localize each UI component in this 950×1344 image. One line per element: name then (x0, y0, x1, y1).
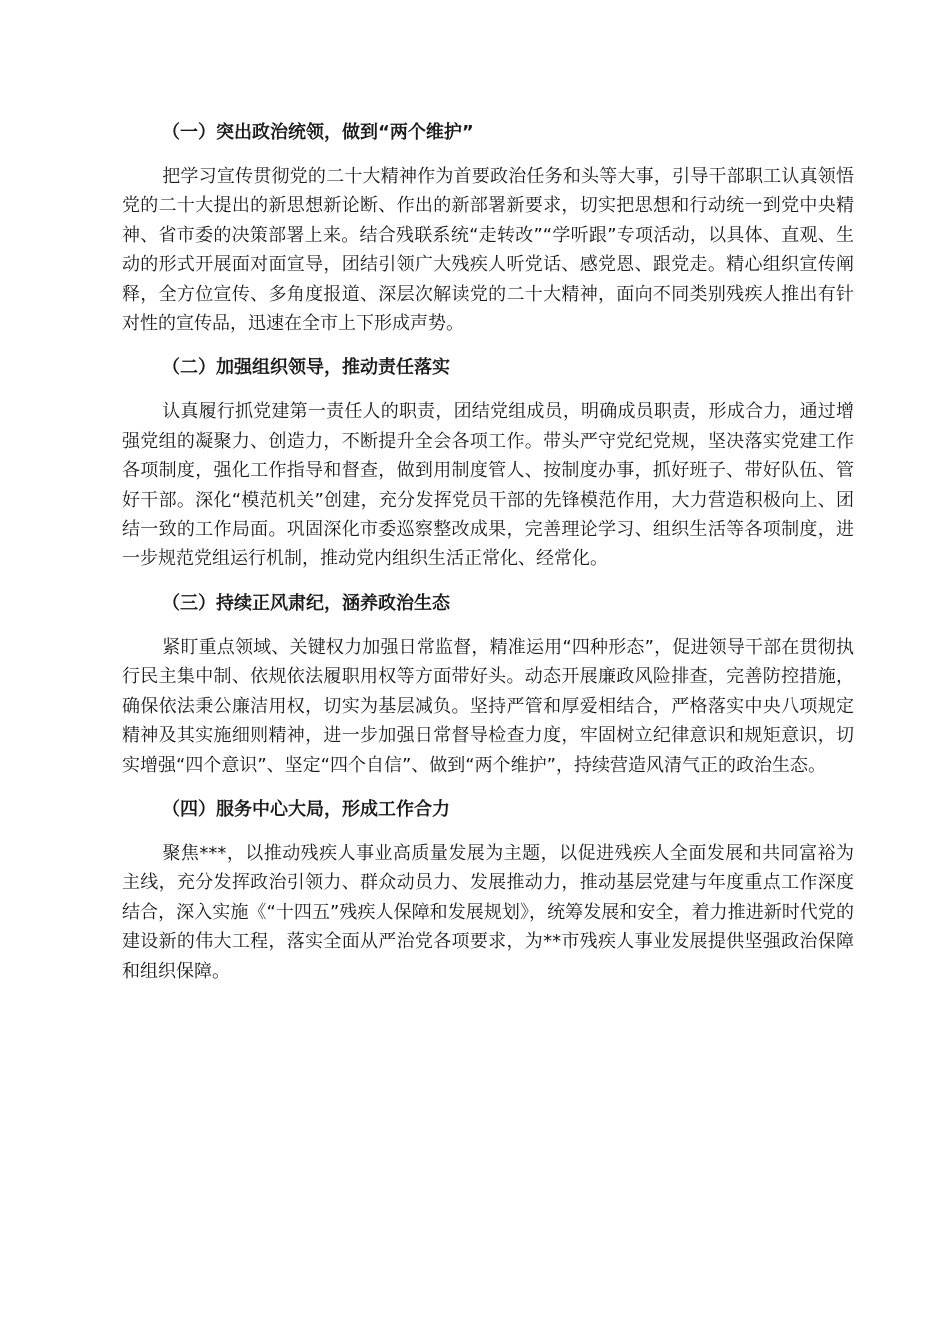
document-body (122, 118, 854, 1001)
section-paragraph-2-text: 认真履行抓党建第一责任人的职责，团结党组成员，明确成员职责，形成合力，通过增强党组的凝聚力、创造力，不断提升全会各项工作。带头严守党纪党规，坚决落实党建工作各项制度，强化工作指导和督查，做到用制度管人、按制度办事，抓好班子、带好队伍、管好干部。深化“模范机关”创建，充分发挥党员干部的先锋模范作用，大力营造积极向上、团结一致的工作局面。巩固深化市委巡察整改成果，完善理论学习、组织生活等各项制度，进一步规范党组运行机制，推动党内组织生活正常化、经常化。 (122, 401, 854, 570)
section-paragraph-4-text: 聚焦***，以推动残疾人事业高质量发展为主题，以促进残疾人全面发展和共同富裕为主线，充分发挥政治引领力、群众动员力、发展推动力，推动基层党建与年度重点工作深度结合，深入实施《“十四五”残疾人保障和发展规划》，统筹发展和安全，着力推进新时代党的建设新的伟大工程，落实全面从严治党各项要求，为**市残疾人事业发展提供坚强政治保障和组织保障。 (122, 842, 854, 982)
section-paragraph-2 (122, 397, 854, 573)
section-paragraph-3-text: 紧盯重点领域、关键权力加强日常监督，精准运用“四种形态”，促进领导干部在贯彻执行民主集中制、依规依法履职用权等方面带好头。动态开展廉政风险排查，完善防控措施，确保依法秉公廉洁用权，切实为基层减负。坚持严管和厚爱相结合，严格落实中央八项规定精神及其实施细则精神，进一步加强日常督导检查力度，牢固树立纪律意识和规矩意识，切实增强“四个意识”、坚定“四个自信”、做到“两个维护”，持续营造风清气正的政治生态。 (122, 636, 854, 776)
section-paragraph-1-text: 把学习宣传贯彻党的二十大精神作为首要政治任务和头等大事，引导干部职工认真领悟党的二十大提出的新思想新论断、作出的新部署新要求，切实把思想和行动统一到党中央精神、省市委的决策部署上来。结合残联系统“走转改”“学听跟”专项活动，以具体、直观、生动的形式开展面对面宣导，团结引领广大残疾人听党话、感党恩、跟党走。精心组织宣传阐释，全方位宣传、多角度报道、深层次解读党的二十大精神，面向不同类别残疾人推出有针对性的宣传品，迅速在全市上下形成声势。 (122, 166, 854, 335)
section-heading-4: （四）服务中心大局，形成工作合力 (162, 798, 450, 820)
section-paragraph-4 (122, 839, 854, 986)
section-heading-3: （三）持续正风肃纪，涵养政治生态 (162, 592, 450, 614)
section-paragraph-1 (122, 162, 854, 338)
section-paragraph-3 (122, 633, 854, 780)
section-heading-1: （一）突出政治统领，做到“两个维护” (162, 122, 474, 143)
section-heading-2: （二）加强组织领导，推动责任落实 (162, 357, 450, 379)
